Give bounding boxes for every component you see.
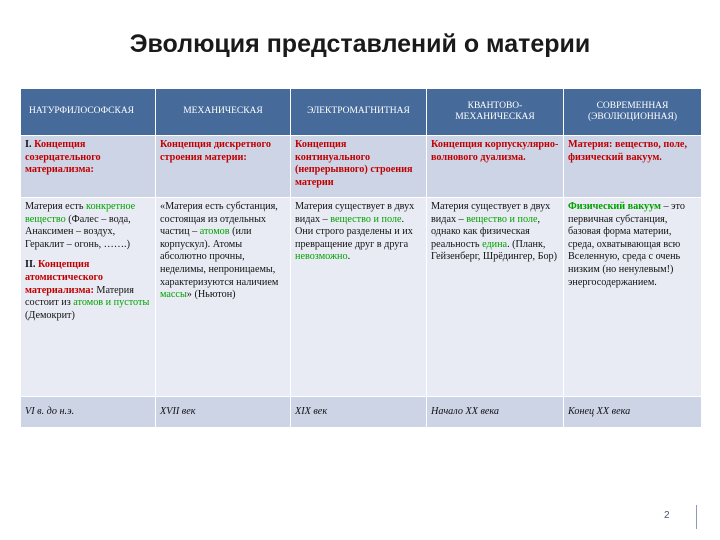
details-cell-1: Материя есть конкретное вещество (Фалес – вода, Анаксимен – воздух, Гераклит – огонь, …….) II. Концепция атомистического материализма: Материя состоит из атомов и пустоты (Демокрит)	[21, 198, 156, 397]
concept-cell-2: Концепция дискретного строения материи:	[156, 136, 291, 198]
page-number-divider	[696, 505, 697, 529]
concept-cell-4: Концепция корпускулярно-волнового дуализма.	[427, 136, 564, 198]
details-cell-2: «Материя есть субстанция, состоящая из отдельных частиц – атомов (или корпускул). Атомы абсолютно прочны, неделимы, непроницаемы, характеризуются наличием массы» (Ньютон)	[156, 198, 291, 397]
highlight-unified: едина	[482, 238, 508, 250]
period-cell-3: XIX век	[291, 397, 427, 428]
header-modern-evolutionary: СОВРЕМЕННАЯ (ЭВОЛЮЦИОННАЯ)	[564, 89, 702, 136]
details-row	[21, 198, 702, 397]
period-cell-4: Начало XX века	[427, 397, 564, 428]
header-mechanical: МЕХАНИЧЕСКАЯ	[156, 89, 291, 136]
highlight-physical-vacuum: Физический вакуум	[568, 201, 661, 212]
highlight-mass: массы	[160, 289, 187, 301]
highlight-impossible: невозможно	[295, 251, 348, 263]
concept-row	[21, 136, 702, 198]
concept-cell-3: Концепция континуального (непрерывного) строения материи	[291, 136, 427, 198]
period-row	[21, 397, 702, 428]
period-cell-2: XVII век	[156, 397, 291, 428]
details-cell-5: Физический вакуум – это первичная субстанция, базовая форма материи, среда, охватывающая всю Вселенную, среда с очень низким (но ненулевым!) энергосодержанием.	[564, 198, 702, 397]
slide-title: Эволюция представлений о материи	[129, 30, 591, 58]
matter-evolution-table	[20, 88, 702, 428]
header-row	[21, 89, 702, 136]
concept-atomistic: Концепция атомистического материализма:	[25, 259, 104, 296]
highlight-atoms: атомов	[199, 226, 230, 238]
header-natural-philosophy: НАТУРФИЛОСОФСКАЯ	[21, 89, 156, 136]
concept-5-matter-label: Материя:	[568, 139, 613, 150]
details-cell-3: Материя существует в двух видах – вещество и поле. Они строго разделены и их превращение друг в друга невозможно.	[291, 198, 427, 397]
details-cell-4: Материя существует в двух видах – вещество и поле, однако как физическая реальность едина. (Планк, Гейзенберг, Шрёдингер, Бор)	[427, 198, 564, 397]
highlight-atoms-void: атомов и пустоты	[73, 297, 150, 309]
page-number: 2	[664, 510, 670, 521]
header-quantum-mechanical: КВАНТОВО-МЕХАНИЧЕСКАЯ	[427, 89, 564, 136]
concept-5-text: вещество, поле, физический вакуум.	[568, 139, 687, 163]
concept-cell-1	[21, 136, 156, 198]
period-cell-5: Конец XX века	[564, 397, 702, 428]
concept-1-text: Концепция созерцательного материализма:	[25, 139, 101, 176]
concept-cell-5	[564, 136, 702, 198]
header-electromagnetic: ЭЛЕКТРОМАГНИТНАЯ	[291, 89, 427, 136]
concept-1-number: I.	[25, 139, 35, 150]
highlight-matter-field-2: вещество и поле	[466, 213, 538, 225]
highlight-matter-field: вещество и поле	[330, 213, 402, 225]
highlight-concrete-substance: конкретное вещество	[25, 201, 136, 225]
period-cell-1: VI в. до н.э.	[21, 397, 156, 428]
